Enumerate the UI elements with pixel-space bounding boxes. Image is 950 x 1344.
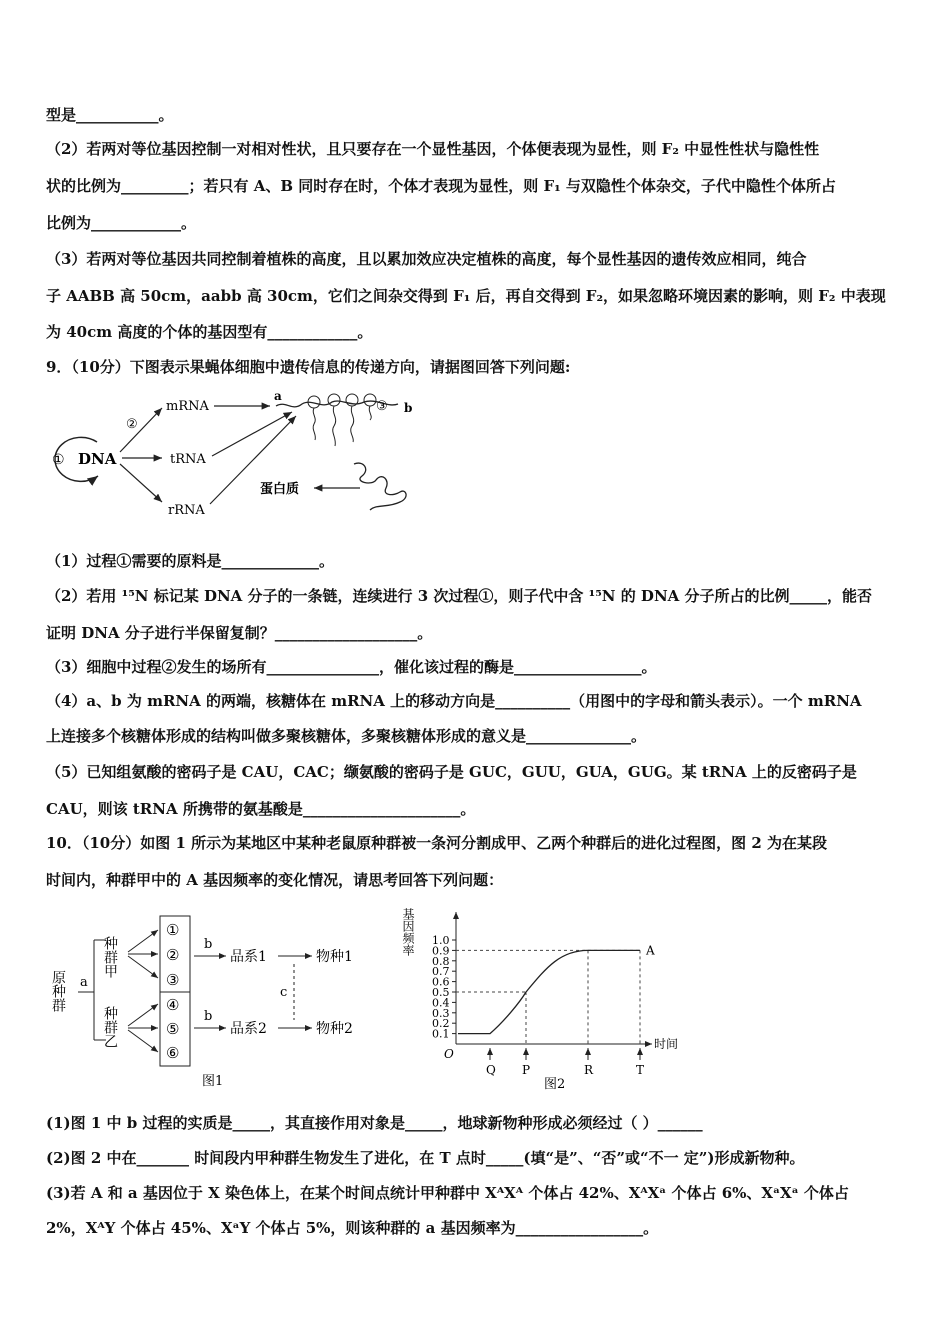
individual-5: ⑤ [166,1020,180,1038]
text-line-2: （2）若两对等位基因控制一对相对性状，且只要存在一个显性基因，个体便表现为显性，则 F₂ 中显性性状与隐性性 [46,140,820,158]
y-tick-label: 0.9 [432,944,450,958]
rrna-label: rRNA [168,503,205,518]
mrna-label: mRNA [166,399,209,414]
text-line-3: 状的比例为_________；若只有 A、B 同时存在时，个体才表现为显性，则 F₁ 与双隐性个体杂交，子代中隐性个体所占 [46,177,836,195]
origin-label: O [444,1047,454,1061]
y-tick-label: 0.4 [432,996,450,1010]
arrow-to-6 [128,1030,158,1052]
text-line-5: （3）若两对等位基因共同控制着植株的高度，且以累加效应决定植株的高度，每个显性基因的遗传效应相同，纯合 [46,250,807,268]
y-axis-label: 基因频率 [401,908,415,956]
x-tick-label: P [522,1063,531,1077]
individual-2: ② [166,946,180,964]
text-line-15: （5）已知组氨酸的密码子是 CAU，CAC；缬氨酸的密码子是 GUC，GUU，GUA，GUG。某 tRNA 上的反密码子是 [46,763,857,781]
y-tick-label: 0.8 [432,954,450,968]
text-line-16: CAU，则该 tRNA 所携带的氨基酸是_____________________。 [46,800,476,818]
text-line-14: 上连接多个核糖体形成的结构叫做多聚核糖体，多聚核糖体形成的意义是______________。 [46,727,647,745]
question-9-heading: 9．（10分）下图表示果蝇体细胞中遗传信息的传递方向，请据图回答下列问题: [46,358,571,376]
process-b-top-label: b [204,937,213,952]
protein-coil [354,463,406,510]
question-10-heading: 10．（10分）如图 1 所示为某地区中某种老鼠原种群被一条河分割成甲、乙两个种群后的进化过程图，图 2 为在某段 [46,834,828,852]
y-tick-label: 0.6 [432,975,450,989]
arrow-to-3 [128,956,158,978]
text-line-21: (3)若 A 和 a 基因位于 X 染色体上，在某个时间点统计甲种群中 XᴬXᴬ 个体占 42%、XᴬXᵃ 个体占 6%、XᵃXᵃ 个体占 [46,1184,849,1202]
polypeptide-chain [369,406,371,420]
mrna-end-b-label: b [404,401,413,415]
process-1-label: ① [52,452,65,468]
text-line-13: （4）a、b 为 mRNA 的两端，核糖体在 mRNA 上的移动方向是__________（用图中的字母和箭头表示）。一个 mRNA [46,692,862,710]
y-tick-label: 0.1 [432,1027,450,1041]
text-line-11: 证明 DNA 分子进行半保留复制？___________________。 [46,624,433,642]
strain-1-label: 品系1 [230,949,267,965]
y-tick-label: 0.2 [432,1017,450,1031]
series-a-line [458,950,640,1033]
individual-1: ① [166,921,180,939]
polypeptide-chain [313,408,315,440]
arrow-to-1 [128,930,158,952]
dna-to-rrna-arrow [120,464,162,502]
y-tick-label: 0.3 [432,1006,450,1020]
y-tick-label: 0.7 [432,965,450,979]
protein-label: 蛋白质 [260,482,300,497]
dna-label: DNA [78,450,117,468]
y-tick-label: 0.5 [432,986,450,999]
mrna-end-a-label: a [274,389,282,403]
population-a-label: 种群甲 [102,936,118,978]
figure-1-caption: 图1 [202,1074,224,1089]
text-line-1: 型是___________。 [46,106,174,124]
text-line-18: 时间内，种群甲中的 A 基因频率的变化情况，请思考回答下列问题： [46,871,504,889]
trna-label: tRNA [170,452,206,467]
population-b-label: 种群乙 [102,1006,118,1048]
process-a-label: a [80,975,88,990]
text-line-20: (2)图 2 中在_______ 时间段内甲种群生物发生了进化，在 T 点时_____(填“是”、“否”或“不一 定”)形成新物种。 [46,1149,805,1167]
x-axis-label: 时间 [654,1037,679,1051]
text-line-4: 比例为____________。 [46,214,197,232]
origin-population-label: 原种群 [50,970,66,1012]
text-line-9: （1）过程①需要的原料是_____________。 [46,552,334,570]
polypeptide-chain [351,406,354,442]
figure-10-1-speciation [52,910,372,1090]
ribosome [364,394,376,406]
species-1-label: 物种1 [316,949,353,965]
x-tick-label: R [584,1063,594,1077]
polypeptide-chain [333,406,336,446]
ribosome [328,394,340,406]
figure-2-caption: 图2 [544,1077,566,1092]
text-line-6: 子 AABB 高 50cm，aabb 高 30cm，它们之间杂交得到 F₁ 后，再自交得到 F₂，如果忽略环境因素的影响，则 F₂ 中表现 [46,287,886,305]
strain-2-label: 品系2 [230,1021,267,1037]
x-tick-label: T [636,1063,645,1077]
process-c-label: c [280,985,288,1000]
process-2-label: ② [126,417,138,432]
trna-to-ribosome-arrow [212,412,292,456]
process-3-label: ③ [376,399,388,414]
process-b-bottom-label: b [204,1009,213,1024]
x-tick-label: Q [486,1063,496,1077]
text-line-12: （3）细胞中过程②发生的场所有_______________，催化该过程的酶是_________________。 [46,658,657,676]
figure-9-gene-expression [42,390,422,520]
text-line-7: 为 40cm 高度的个体的基因型有____________。 [46,323,373,341]
figure-10-2-gene-frequency-chart [380,900,700,1090]
series-a-label: A [646,943,655,958]
text-line-22: 2%，XᴬY 个体占 45%、XᵃY 个体占 5%，则该种群的 a 基因频率为_________________。 [46,1219,659,1237]
individual-6: ⑥ [166,1044,180,1062]
text-line-10: （2）若用 ¹⁵N 标记某 DNA 分子的一条链，连续进行 3 次过程①，则子代中含 ¹⁵N 的 DNA 分子所占的比例_____，能否 [46,587,873,605]
individual-4: ④ [166,996,180,1014]
individual-3: ③ [166,971,180,989]
y-tick-label: 1.0 [432,934,450,947]
arrow-to-4 [128,1004,158,1026]
text-line-19: (1)图 1 中 b 过程的实质是_____，其直接作用对象是_____，地球新物种形成必须经过（ ）______ [46,1114,703,1132]
species-2-label: 物种2 [316,1021,353,1037]
